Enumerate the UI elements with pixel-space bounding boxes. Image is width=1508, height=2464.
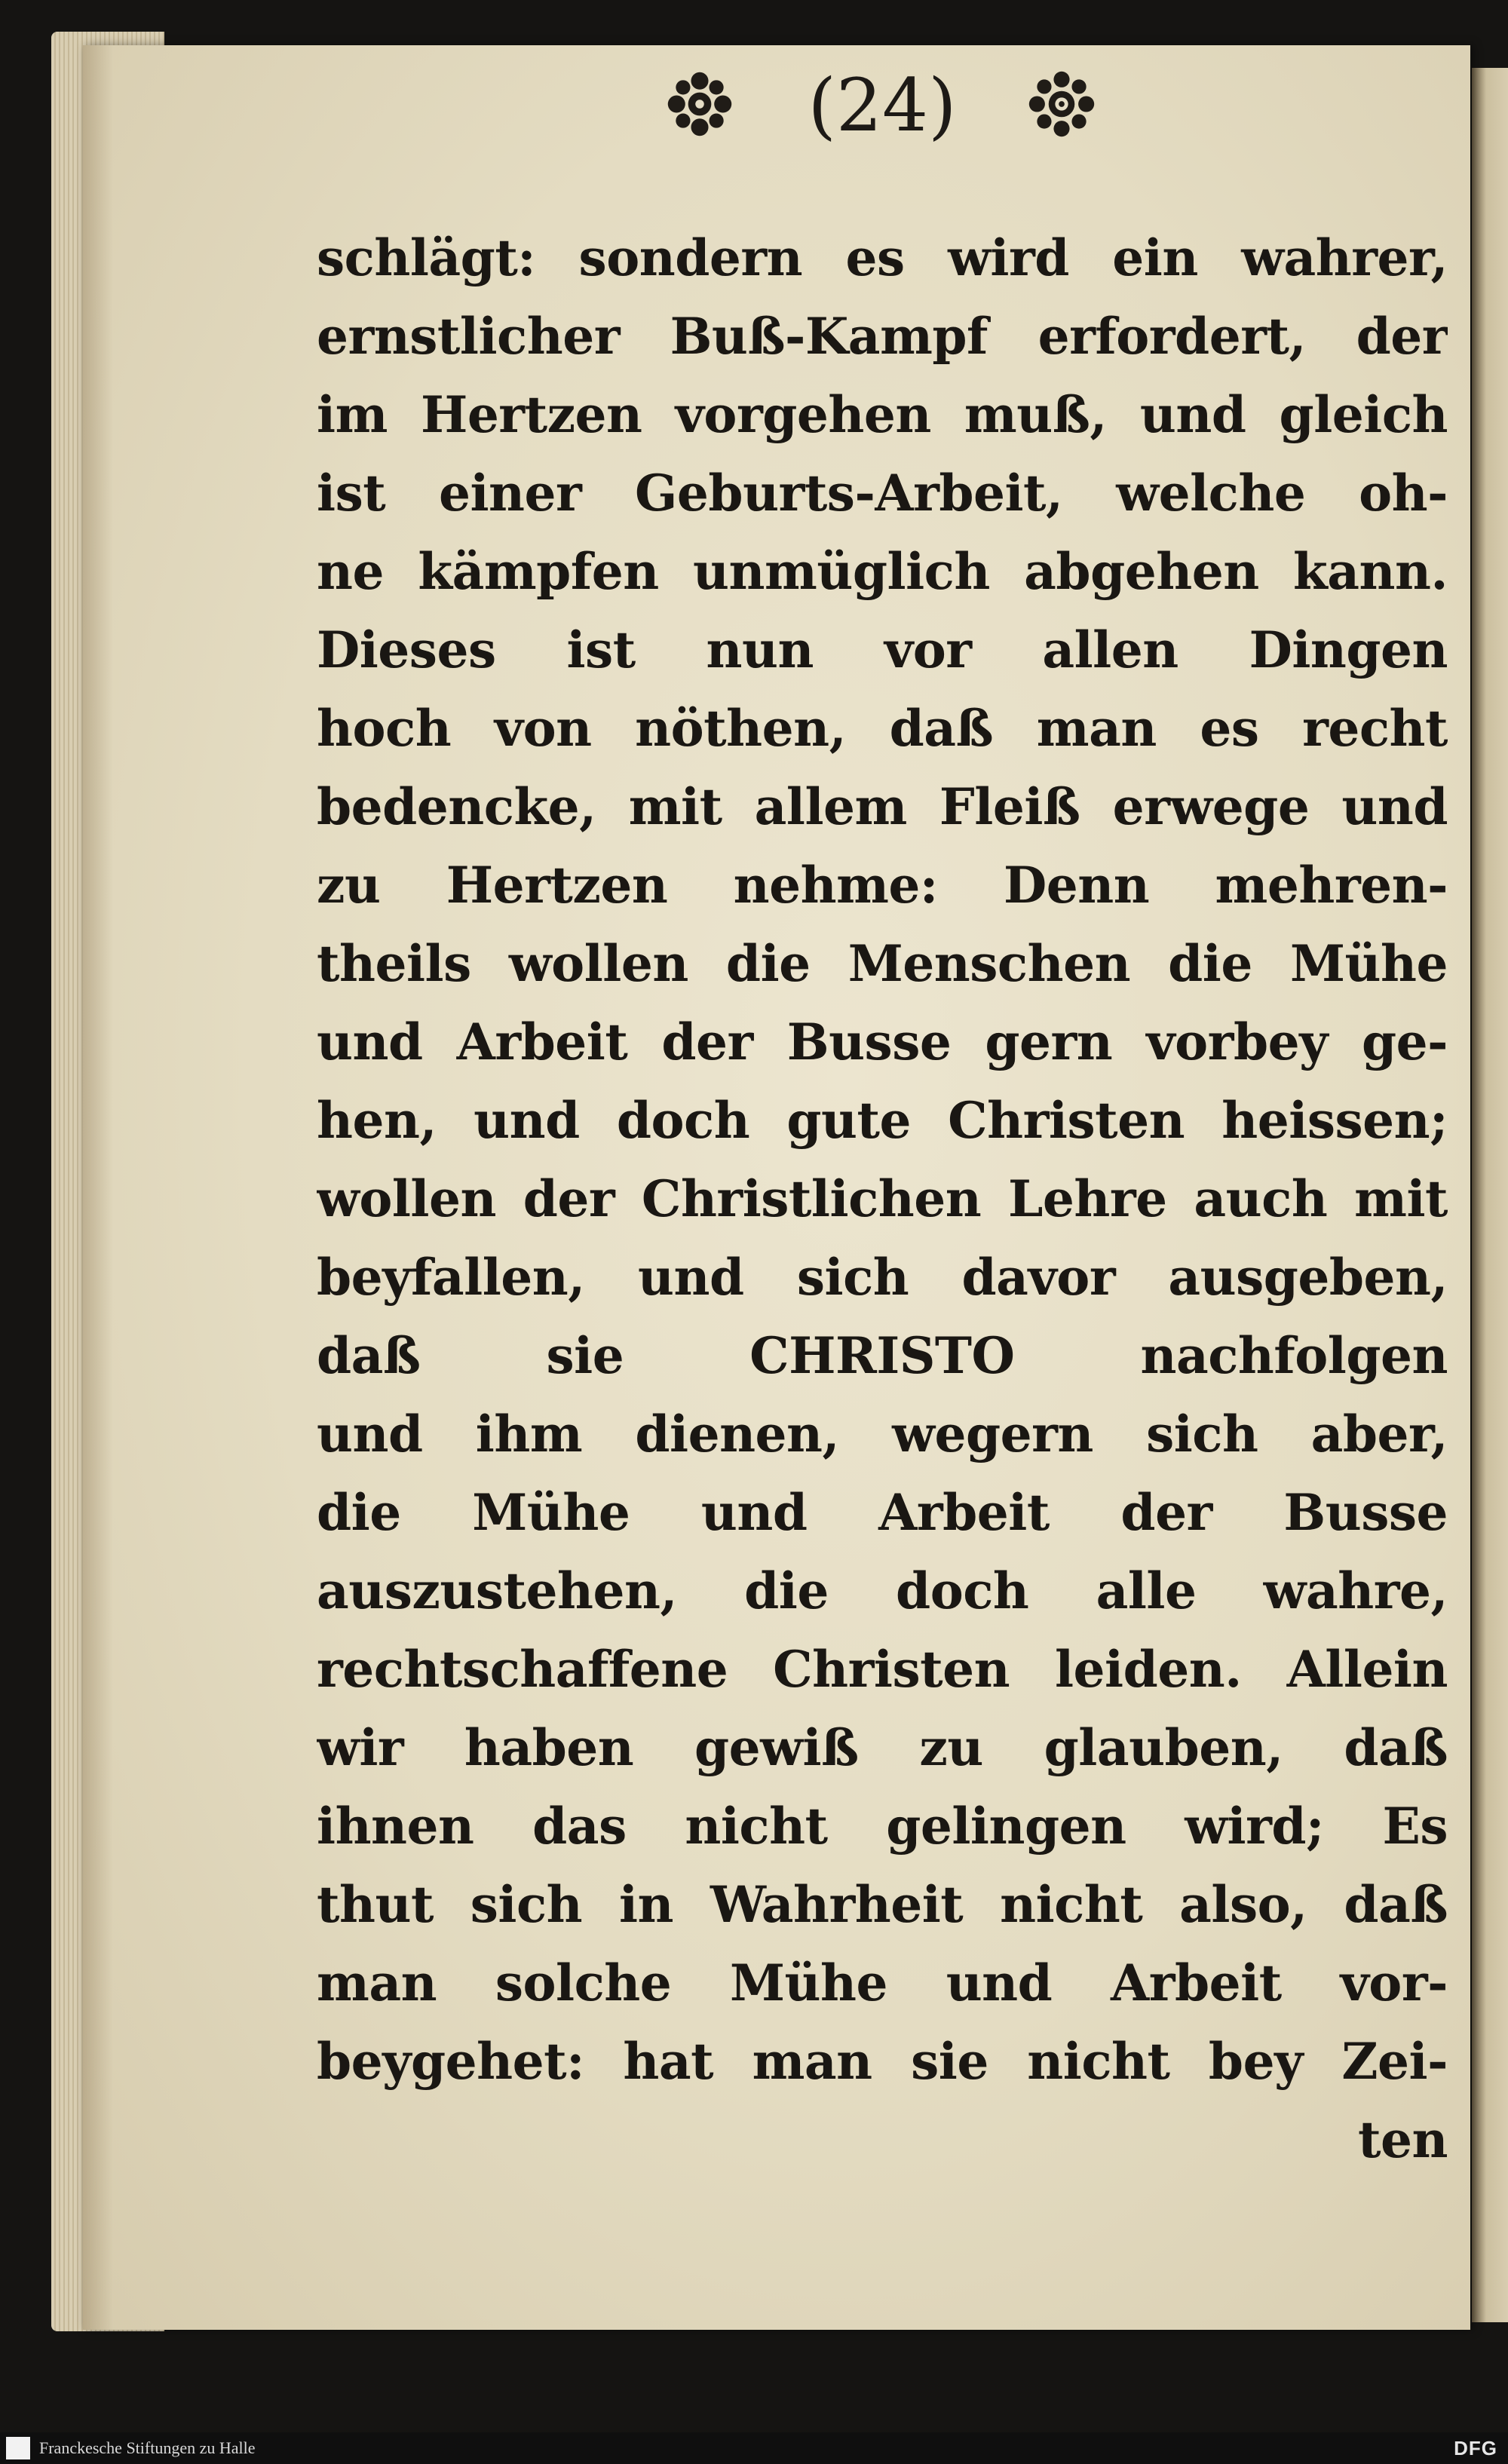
dfg-logo: DFG [1454, 2437, 1497, 2459]
next-page-edge [1472, 68, 1508, 2322]
text-line: beyfallen, und sich davor ausgeben, [317, 1248, 1448, 1307]
text-line: wir haben gewiß zu glauben, daß [317, 1718, 1448, 1777]
text-line: hoch von nöthen, daß man es recht [317, 699, 1448, 758]
text-line: und Arbeit der Busse gern vorbey ge- [317, 1013, 1448, 1071]
text-line: thut sich in Wahrheit nicht also, daß [317, 1875, 1448, 1934]
text-line: man solche Mühe und Arbeit vor- [317, 1954, 1448, 2012]
floral-ornament-icon [664, 68, 736, 140]
catchword: ten [1358, 2110, 1448, 2169]
text-line: Dieses ist nun vor allen Dingen [317, 621, 1448, 679]
institution-logo-icon [6, 2437, 30, 2459]
text-line: zu Hertzen nehme: Denn mehren- [317, 856, 1448, 915]
text-line: ernstlicher Buß-Kampf erfordert, der [317, 307, 1448, 366]
page-header [0, 60, 1508, 166]
text-line: beygehet: hat man sie nicht bey Zei- [317, 2032, 1448, 2091]
text-line: rechtschaffene Christen leiden. Allein [317, 1640, 1448, 1699]
body-text [317, 219, 1448, 2179]
text-line: und ihm dienen, wegern sich aber, [317, 1405, 1448, 1463]
text-line: auszustehen, die doch alle wahre, [317, 1561, 1448, 1620]
footer-bar [0, 2432, 1508, 2464]
text-line: hen, und doch gute Christen heissen; [317, 1091, 1448, 1150]
floral-ornament-icon [1025, 68, 1098, 140]
text-line: ne kämpfen unmüglich abgehen kann. [317, 542, 1448, 601]
text-line: im Hertzen vorgehen muß, und gleich [317, 385, 1448, 444]
text-line: ihnen das nicht gelingen wird; Es [317, 1797, 1448, 1856]
page-number: (24) [808, 63, 957, 148]
institution-name: Franckesche Stiftungen zu Halle [39, 2438, 256, 2457]
text-line: die Mühe und Arbeit der Busse [317, 1483, 1448, 1542]
text-line: ist einer Geburts-Arbeit, welche oh- [317, 464, 1448, 523]
text-line: wollen der Christlichen Lehre auch mit [317, 1169, 1448, 1228]
text-line: theils wollen die Menschen die Mühe [317, 934, 1448, 993]
text-line: bedencke, mit allem Fleiß erwege und [317, 777, 1448, 836]
text-line: schlägt: sondern es wird ein wahrer, [317, 228, 1448, 287]
text-line: daß sie CHRISTO nachfolgen [317, 1326, 1448, 1385]
